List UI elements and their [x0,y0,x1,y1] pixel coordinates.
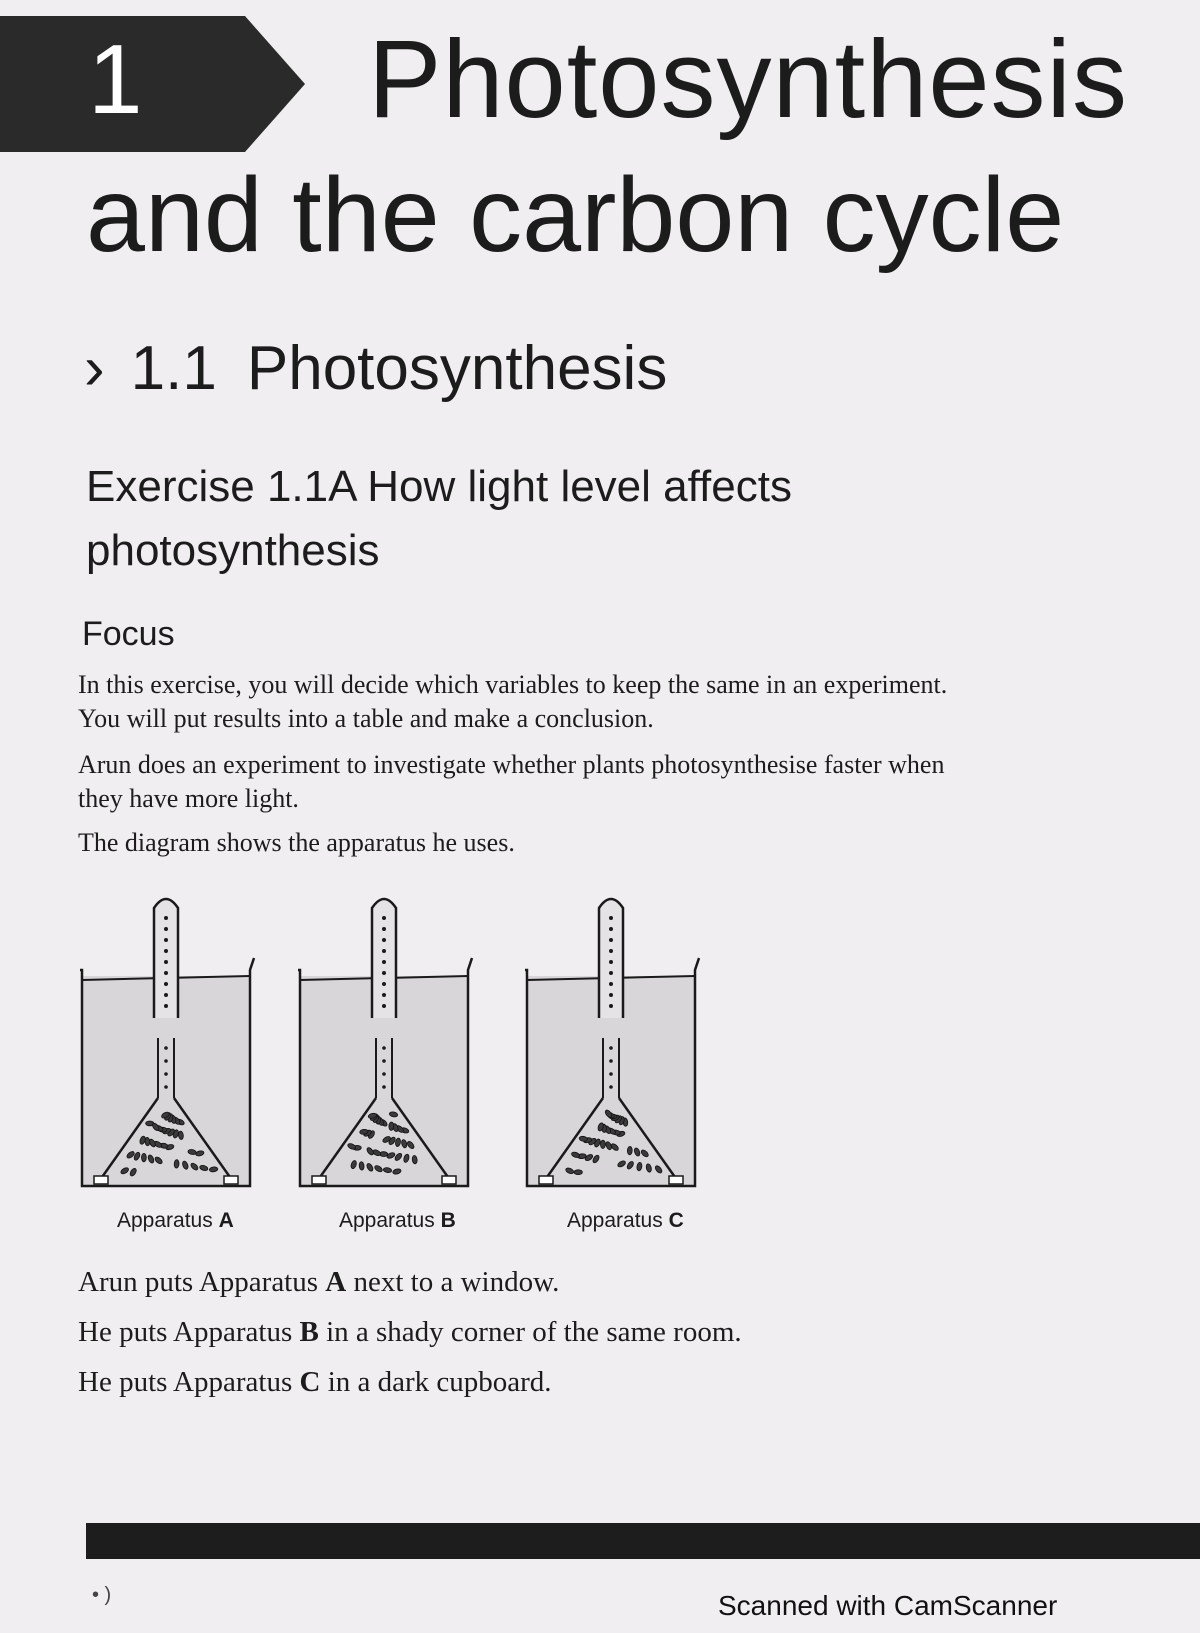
gas-bubble [609,916,613,920]
statement-bold: C [299,1366,321,1398]
gas-bubble [382,1072,386,1076]
funnel-support [312,1176,326,1184]
focus-label: Focus [82,615,175,653]
gas-bubble [382,960,386,964]
funnel-support [94,1176,108,1184]
gas-bubble [164,993,168,997]
gas-bubble [609,960,613,964]
gas-bubble [609,971,613,975]
statement-text: in a dark cupboard. [320,1366,552,1398]
apparatus-drawing [525,899,699,1186]
apparatus-a-diagram [78,888,264,1198]
gas-bubble [609,1072,613,1076]
apparatus-b-diagram [296,888,482,1198]
apparatus-a-label [117,1209,234,1233]
section-heading [84,335,667,403]
pondweed-leaf [600,1140,605,1148]
gas-bubble [382,949,386,953]
apparatus-c-label [567,1209,684,1233]
scanner-watermark: Scanned with CamScanner [718,1590,1058,1621]
gas-bubble [609,993,613,997]
statement-line [78,1264,978,1300]
gas-bubble [609,1046,613,1050]
gas-bubble [164,1046,168,1050]
statement-text: Arun puts Apparatus [78,1266,326,1298]
gas-bubble [164,982,168,986]
funnel-support [224,1176,238,1184]
gas-bubble [382,916,386,920]
apparatus-label-prefix: Apparatus [117,1209,219,1232]
gas-bubble [382,927,386,931]
gas-bubble [609,1059,613,1063]
pondweed-leaf [141,1153,146,1161]
gas-bubble [382,1059,386,1063]
statement-text: next to a window. [346,1266,560,1298]
section-title: Photosynthesis [246,334,668,403]
apparatus-drawing [298,899,472,1186]
apparatus-label-prefix: Apparatus [567,1209,669,1232]
focus-paragraph: The diagram shows the apparatus he uses. [78,828,515,857]
apparatus-label-letter: C [668,1209,684,1232]
gas-bubble [164,1072,168,1076]
gas-bubble [164,971,168,975]
statement-line [78,1364,978,1400]
chapter-number: 1 [88,24,143,134]
pondweed-leaf [627,1146,632,1155]
statement-text: He puts Apparatus [78,1366,300,1398]
gas-bubble [382,971,386,975]
statement-text: in a shady corner of the same room. [318,1316,742,1348]
pondweed-leaf [174,1160,179,1169]
gas-bubble [382,982,386,986]
chapter-title-line1: Photosynthesis [368,18,1128,141]
gas-bubble [164,1004,168,1008]
chevron-right-icon: › [84,334,105,403]
gas-bubble [164,1059,168,1063]
statement-bold: B [299,1316,319,1348]
gas-bubble [382,1046,386,1050]
apparatus-label-prefix: Apparatus [339,1209,441,1232]
chapter-title-line2: and the carbon cycle [86,156,1065,274]
gas-bubble [609,938,613,942]
gas-bubble [164,1085,168,1089]
gas-bubble [164,960,168,964]
funnel-support [442,1176,456,1184]
focus-paragraph: Arun does an experiment to investigate whether plants photosynthesise faster when they have more light. [78,750,945,813]
gas-bubble [164,938,168,942]
pondweed-leaf [389,1122,394,1131]
exercise-title: Exercise 1.1A How light level affects photosynthesis [86,462,792,575]
gas-bubble [609,982,613,986]
pondweed-leaf [359,1161,365,1170]
focus-paragraph: In this exercise, you will decide which variables to keep the same in an experiment. You will put results into a table and make a conclusion. [78,670,948,733]
gas-bubble [164,949,168,953]
apparatus-b-label [339,1209,456,1233]
apparatus-drawing [80,899,254,1186]
gas-bubble [382,1004,386,1008]
chapter-tab-arrow [245,16,305,152]
page-marker: • ) [92,1584,112,1606]
gas-bubble [609,1004,613,1008]
funnel-support [539,1176,553,1184]
statement-bold: A [325,1266,347,1298]
section-number: 1.1 [130,334,217,403]
statement-line [78,1314,978,1350]
statement-text: He puts Apparatus [78,1316,300,1348]
gas-bubble [164,916,168,920]
gas-bubble [609,1085,613,1089]
gas-bubble [609,949,613,953]
gas-bubble [609,927,613,931]
gas-bubble [164,927,168,931]
apparatus-label-letter: B [440,1209,456,1232]
gas-bubble [382,1085,386,1089]
apparatus-c-diagram [523,888,709,1198]
footer-bar [86,1523,1200,1559]
funnel-support [669,1176,683,1184]
gas-bubble [382,938,386,942]
gas-bubble [382,993,386,997]
apparatus-label-letter: A [218,1209,234,1232]
pondweed-leaf [574,1170,582,1175]
